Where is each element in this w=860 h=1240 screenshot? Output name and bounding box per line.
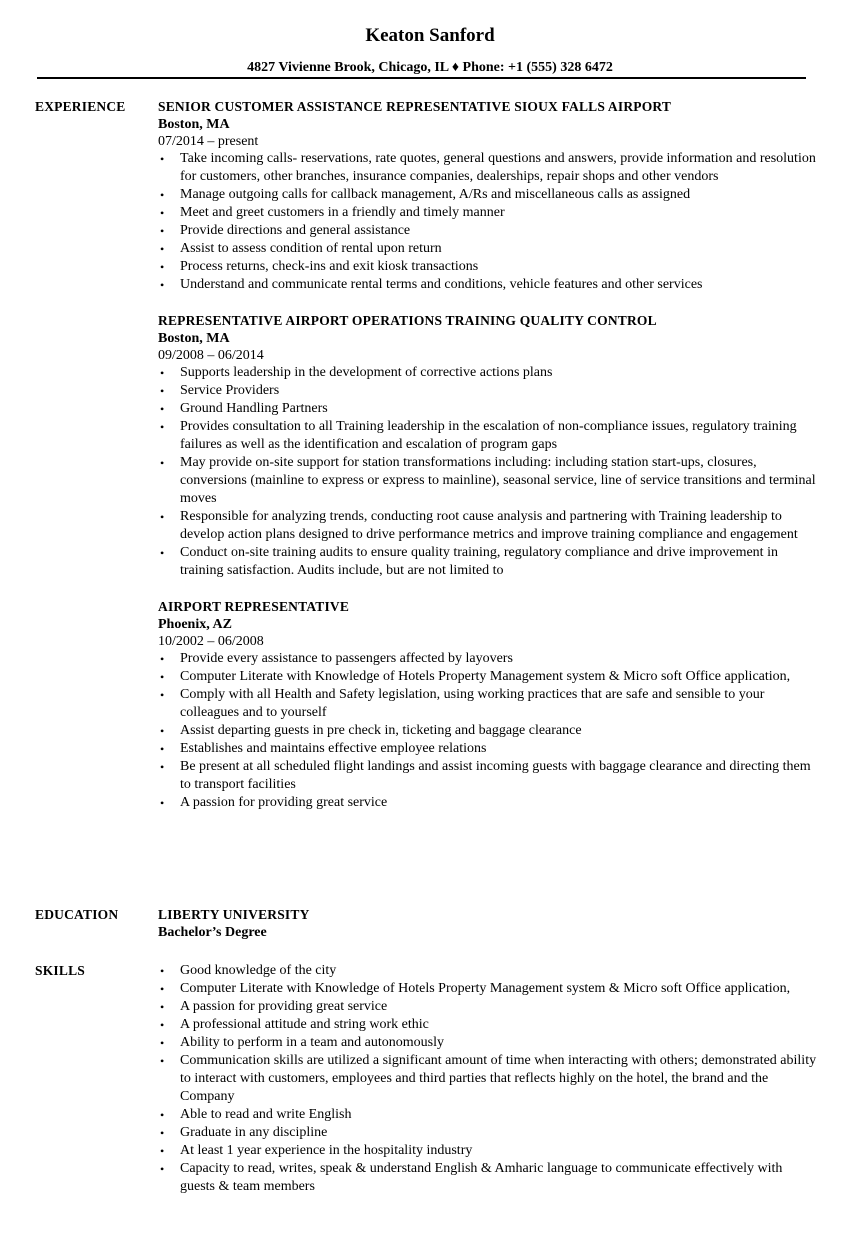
job-duties [158, 364, 818, 580]
skills-list-wrap [158, 962, 818, 1196]
duty-item: • Provides consultation to all Training leadership in the escalation of non-compliance issues, regulatory training failures as well as the identification and escalation of program gaps [160, 419, 797, 452]
bullet-icon: • [160, 1054, 165, 1068]
bullet-icon: • [160, 1162, 165, 1176]
header-divider [37, 77, 806, 79]
bullet-icon: • [160, 652, 165, 666]
duty-item: • Manage outgoing calls for callback management, A/Rs and miscellaneous calls as assigned [160, 187, 691, 202]
skill-item: • Communication skills are utilized a significant amount of time when interacting with others; demonstrated ability to interact with customers, employees and third parties that reflects highly on the hotel, the brand and the Company [160, 1053, 817, 1104]
bullet-icon: • [160, 724, 165, 738]
duty-item: • Take incoming calls- reservations, rate quotes, general questions and answers, provide information and resolution for customers, other branches, insurance companies, dealerships, repair shops and other vendors [160, 151, 816, 184]
job-dates: 10/2002 – 06/2008 [158, 634, 264, 649]
skill-item: • Able to read and write English [160, 1107, 352, 1122]
bullet-icon: • [160, 420, 165, 434]
bullet-icon: • [160, 760, 165, 774]
duty-item: • Provide directions and general assistance [160, 223, 411, 238]
duty-item: • Process returns, check-ins and exit kiosk transactions [160, 259, 479, 274]
bullet-icon: • [160, 546, 165, 560]
skill-item: • A professional attitude and string work ethic [160, 1017, 429, 1032]
job-duties [158, 150, 818, 294]
duty-item: • Computer Literate with Knowledge of Hotels Property Management system & Micro soft Office application, [160, 669, 791, 684]
bullet-icon: • [160, 1108, 165, 1122]
bullet-icon: • [160, 688, 165, 702]
bullet-icon: • [160, 1000, 165, 1014]
school-name: LIBERTY UNIVERSITY [158, 907, 310, 922]
duty-item: • Meet and greet customers in a friendly and timely manner [160, 205, 505, 220]
bullet-icon: • [160, 510, 165, 524]
skills-list [158, 962, 818, 1196]
job-dates: 09/2008 – 06/2014 [158, 348, 264, 363]
bullet-icon: • [160, 742, 165, 756]
duty-item: • Ground Handling Partners [160, 401, 328, 416]
job-entry [158, 598, 818, 812]
bullet-icon: • [160, 188, 165, 202]
duty-item: • A passion for providing great service [160, 795, 388, 810]
bullet-icon: • [160, 964, 165, 978]
bullet-icon: • [160, 384, 165, 398]
job-duties [158, 650, 818, 812]
skill-item: • At least 1 year experience in the hospitality industry [160, 1143, 473, 1158]
duty-item: • May provide on-site support for station transformations including: including station start-ups, closures, conversions (mainline to express or express to mainline), seasonal service, line of service transitions and terminal moves [160, 455, 816, 506]
resume-name: Keaton Sanford [365, 25, 495, 46]
skill-item: • Graduate in any discipline [160, 1125, 328, 1140]
duty-item: • Responsible for analyzing trends, conducting root cause analysis and partnering with Training leadership to develop action plans designed to drive performance metrics and improve training compliance and engagement [160, 509, 798, 542]
job-entry [158, 312, 818, 580]
education-entry [158, 906, 818, 941]
bullet-icon: • [160, 1018, 165, 1032]
job-title: AIRPORT REPRESENTATIVE [158, 599, 350, 614]
bullet-icon: • [160, 1036, 165, 1050]
bullet-icon: • [160, 1144, 165, 1158]
bullet-icon: • [160, 366, 165, 380]
bullet-icon: • [160, 206, 165, 220]
duty-item: • Comply with all Health and Safety legislation, using working practices that are safe and sensible to your colleagues and to yourself [160, 687, 765, 720]
degree: Bachelor’s Degree [158, 925, 267, 940]
duty-item: • Establishes and maintains effective employee relations [160, 741, 487, 756]
bullet-icon: • [160, 402, 165, 416]
duty-item: • Conduct on-site training audits to ensure quality training, regulatory compliance and drive improvement in training satisfaction. Audits include, but are not limited to [160, 545, 778, 578]
job-location: Boston, MA [158, 117, 230, 132]
duty-item: • Assist to assess condition of rental upon return [160, 241, 442, 256]
skill-item: • Capacity to read, writes, speak & understand English & Amharic language to communicate effectively with guests & team members [160, 1161, 783, 1194]
skill-item: • Computer Literate with Knowledge of Hotels Property Management system & Micro soft Office application, [160, 981, 791, 996]
bullet-icon: • [160, 456, 165, 470]
contact-line: 4827 Vivienne Brook, Chicago, IL ♦ Phone: +1 (555) 328 6472 [247, 60, 613, 75]
bullet-icon: • [160, 278, 165, 292]
education-heading: EDUCATION [35, 907, 119, 922]
experience-list [158, 98, 818, 812]
bullet-icon: • [160, 224, 165, 238]
skill-item: • A passion for providing great service [160, 999, 388, 1014]
job-location: Phoenix, AZ [158, 617, 232, 632]
bullet-icon: • [160, 982, 165, 996]
duty-item: • Assist departing guests in pre check in, ticketing and baggage clearance [160, 723, 582, 738]
skills-heading: SKILLS [35, 963, 85, 978]
job-dates: 07/2014 – present [158, 134, 259, 149]
bullet-icon: • [160, 242, 165, 256]
bullet-icon: • [160, 260, 165, 274]
skill-item: • Ability to perform in a team and autonomously [160, 1035, 445, 1050]
job-entry [158, 98, 818, 294]
duty-item: • Service Providers [160, 383, 280, 398]
duty-item: • Be present at all scheduled flight landings and assist incoming guests with baggage clearance and directing them to transport facilities [160, 759, 811, 792]
skill-item: • Good knowledge of the city [160, 963, 337, 978]
bullet-icon: • [160, 670, 165, 684]
duty-item: • Understand and communicate rental terms and conditions, vehicle features and other services [160, 277, 703, 292]
bullet-icon: • [160, 152, 165, 166]
job-title: REPRESENTATIVE AIRPORT OPERATIONS TRAINING QUALITY CONTROL [158, 313, 657, 328]
bullet-icon: • [160, 796, 165, 810]
experience-heading: EXPERIENCE [35, 99, 126, 114]
job-location: Boston, MA [158, 331, 230, 346]
bullet-icon: • [160, 1126, 165, 1140]
duty-item: • Provide every assistance to passengers affected by layovers [160, 651, 513, 666]
duty-item: • Supports leadership in the development of corrective actions plans [160, 365, 553, 380]
job-title: SENIOR CUSTOMER ASSISTANCE REPRESENTATIVE SIOUX FALLS AIRPORT [158, 99, 672, 114]
